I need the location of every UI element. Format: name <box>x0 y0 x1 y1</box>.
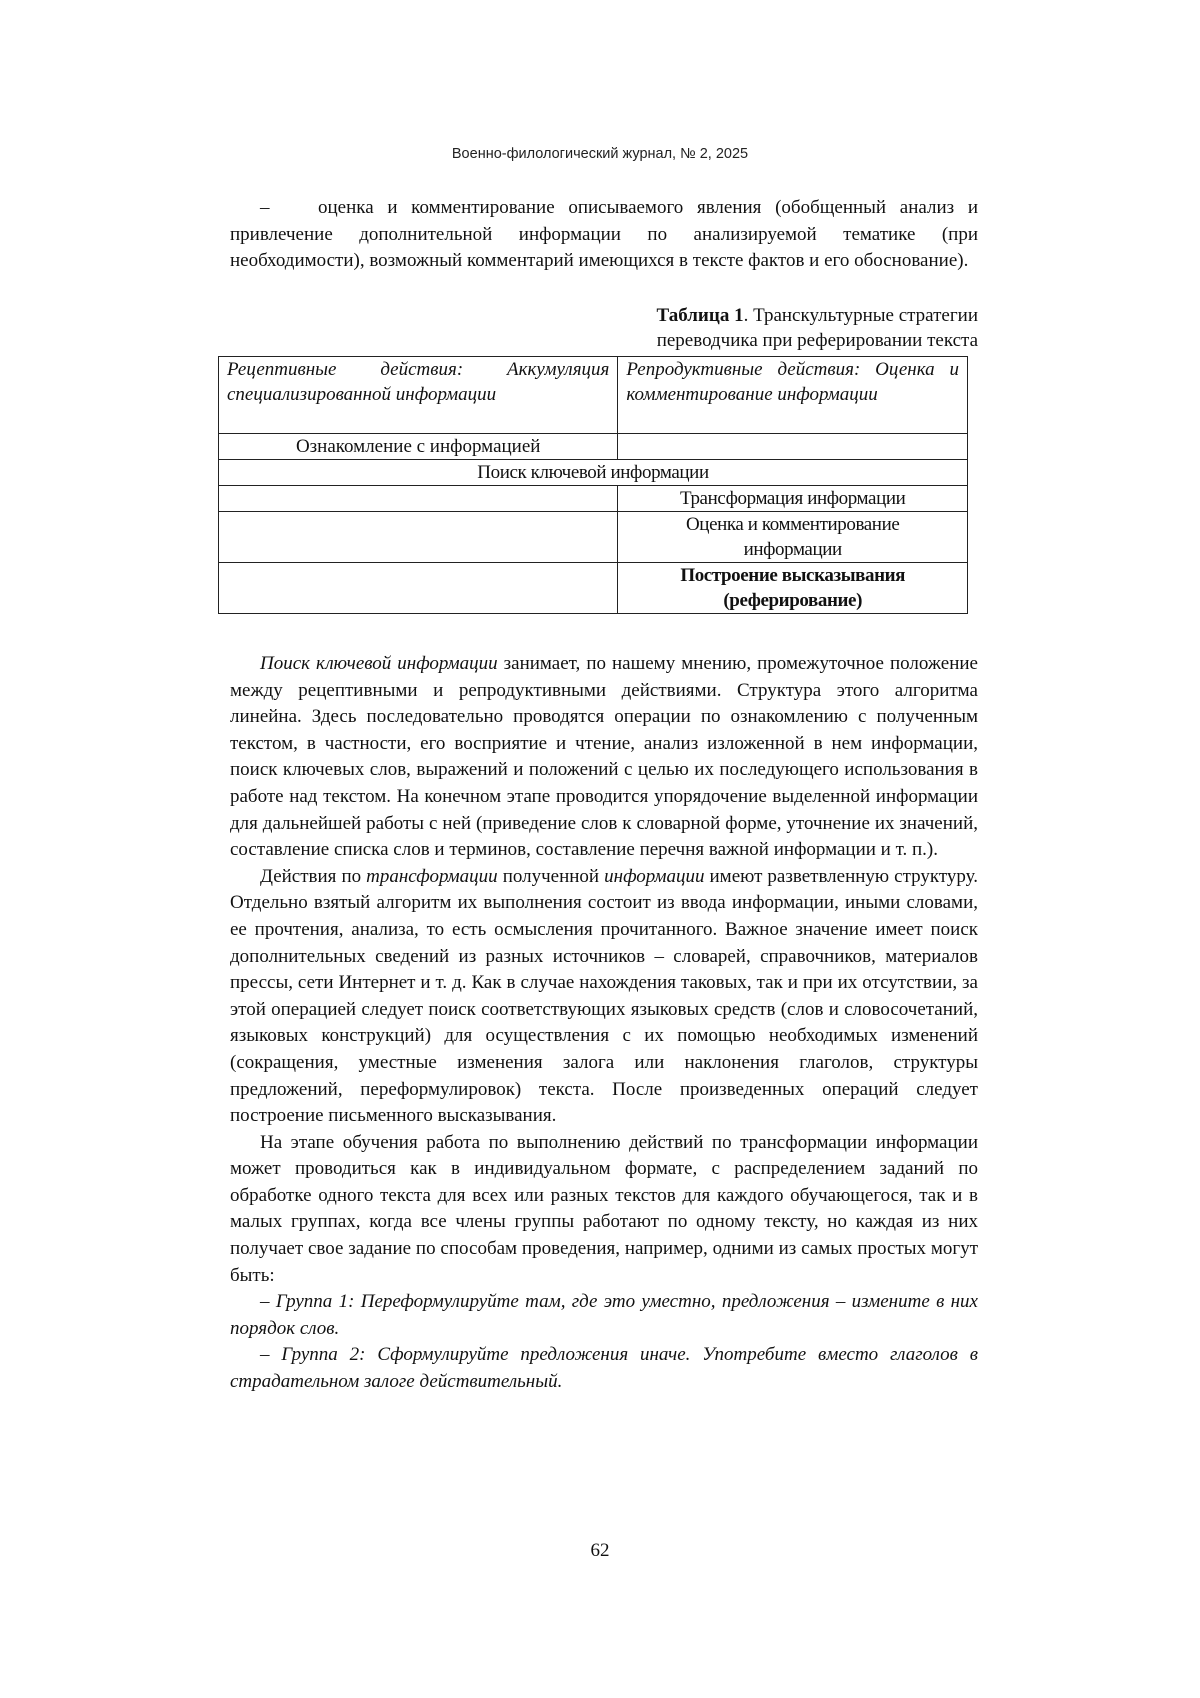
paragraph-text: занимает, по нашему мнению, промежуточное положение между рецептивными и репродуктивными действиями. Структура этого алгоритма линейна. Здесь последовательно проводятся операции по ознакомлению с полученным текстом, в частности, его восприятие и чтение, анализ изложенной в нем информации, поиск ключевых слов, выражений и положений с целью их последующего использования в работе над текстом. На конечном этапе проводится упорядочение выделенной информации для дальнейшей работы с ней (приведение слов к словарной форме, уточнение их значений, составление списка слов и терминов, составление перечня важной информации и т. п.). <box>230 653 978 861</box>
caption-title-1: Транскультурные стратегии <box>748 305 978 326</box>
caption-separator: . <box>743 305 749 326</box>
intro-list-item <box>230 195 978 275</box>
cell-search: Поиск ключевой информации <box>219 460 968 486</box>
header-receptive: Рецептивные действия: Аккумуляция специализированной информации <box>219 357 618 434</box>
paragraph-training: На этапе обучения работа по выполнению действий по трансформации информации может проводиться как в индивидуальном формате, с распределением заданий по обработке одного текста для всех или разных текстов для каждого обучающегося, так и в малых группах, когда все члены группы работают по одному тексту, но каждая из них получает свое задание по способам проведения, например, одними из самых простых могут быть: <box>230 1131 978 1286</box>
paragraph-text: полученной <box>497 865 605 887</box>
term-search: Поиск ключевой информации <box>260 653 498 674</box>
intro-block <box>230 195 978 275</box>
paragraph-text: Действия по <box>260 865 367 887</box>
running-header: Военно-филологический журнал, № 2, 2025 <box>451 146 749 162</box>
group-1-task: – Группа 1: Переформулируйте там, где это уместно, предложения – измените в них порядок слов. <box>230 1291 978 1339</box>
body-text <box>230 651 978 1396</box>
empty-cell <box>219 563 618 614</box>
list-dash: – <box>260 197 270 218</box>
table-row <box>219 434 968 460</box>
table-row <box>219 512 968 563</box>
caption-line-2: переводчика при реферировании текста <box>656 330 978 351</box>
empty-cell <box>618 434 968 460</box>
cell-construction: Построение высказывания (реферирование) <box>618 563 968 614</box>
caption-line-1 <box>230 303 978 328</box>
empty-cell <box>219 486 618 512</box>
caption-label: Таблица 1 <box>656 305 744 326</box>
term-transformation: трансформации <box>366 865 498 887</box>
paragraph-text: имеют разветвленную структуру. Отдельно взятый алгоритм их выполнения состоит из ввода информации, иными словами, ее прочтения, анализа, то есть осмысления прочитанного. Важное значение имеет поиск дополнительных сведений из разных источников – словарей, справочников, материалов прессы, сети Интернет и т. д. Как в случае нахождения таковых, так и при их отсутствии, за этой операцией следует поиск соответствующих языковых средств (слов и словосочетаний, языковых конструкций) для осуществления с их помощью необходимых изменений (сокращения, уместные изменения залога или наклонения глаголов, структуры предложений, переформулировок) текста. После произведенных операций следует построение письменного высказывания. <box>230 865 978 1127</box>
intro-list-text: оценка и комментирование описываемого явления (обобщенный анализ и привлечение дополнительной информации по анализируемой тематике (при необходимости), возможный комментарий имеющихся в тексте фактов и его обоснование). <box>230 197 978 272</box>
term-information: информации <box>604 865 705 887</box>
paragraph-search <box>230 651 978 864</box>
cell-evaluation: Оценка и комментирование информации <box>618 512 968 563</box>
paragraph-transformation <box>230 864 978 1130</box>
table-caption <box>230 303 978 353</box>
cell-familiarization: Ознакомление с информацией <box>219 434 618 460</box>
page-number: 62 <box>590 1540 610 1561</box>
cell-transformation: Трансформация информации <box>618 486 968 512</box>
table-row <box>219 486 968 512</box>
table-header-row <box>219 357 968 434</box>
table-row <box>219 460 968 486</box>
table-row <box>219 563 968 614</box>
empty-cell <box>219 512 618 563</box>
group-2-task: – Группа 2: Сформулируйте предложения иначе. Употребите вместо глаголов в страдательном залоге действительный. <box>230 1344 978 1393</box>
strategies-table <box>218 356 968 614</box>
header-reproductive: Репродуктивные действия: Оценка и комментирование информации <box>618 357 968 434</box>
